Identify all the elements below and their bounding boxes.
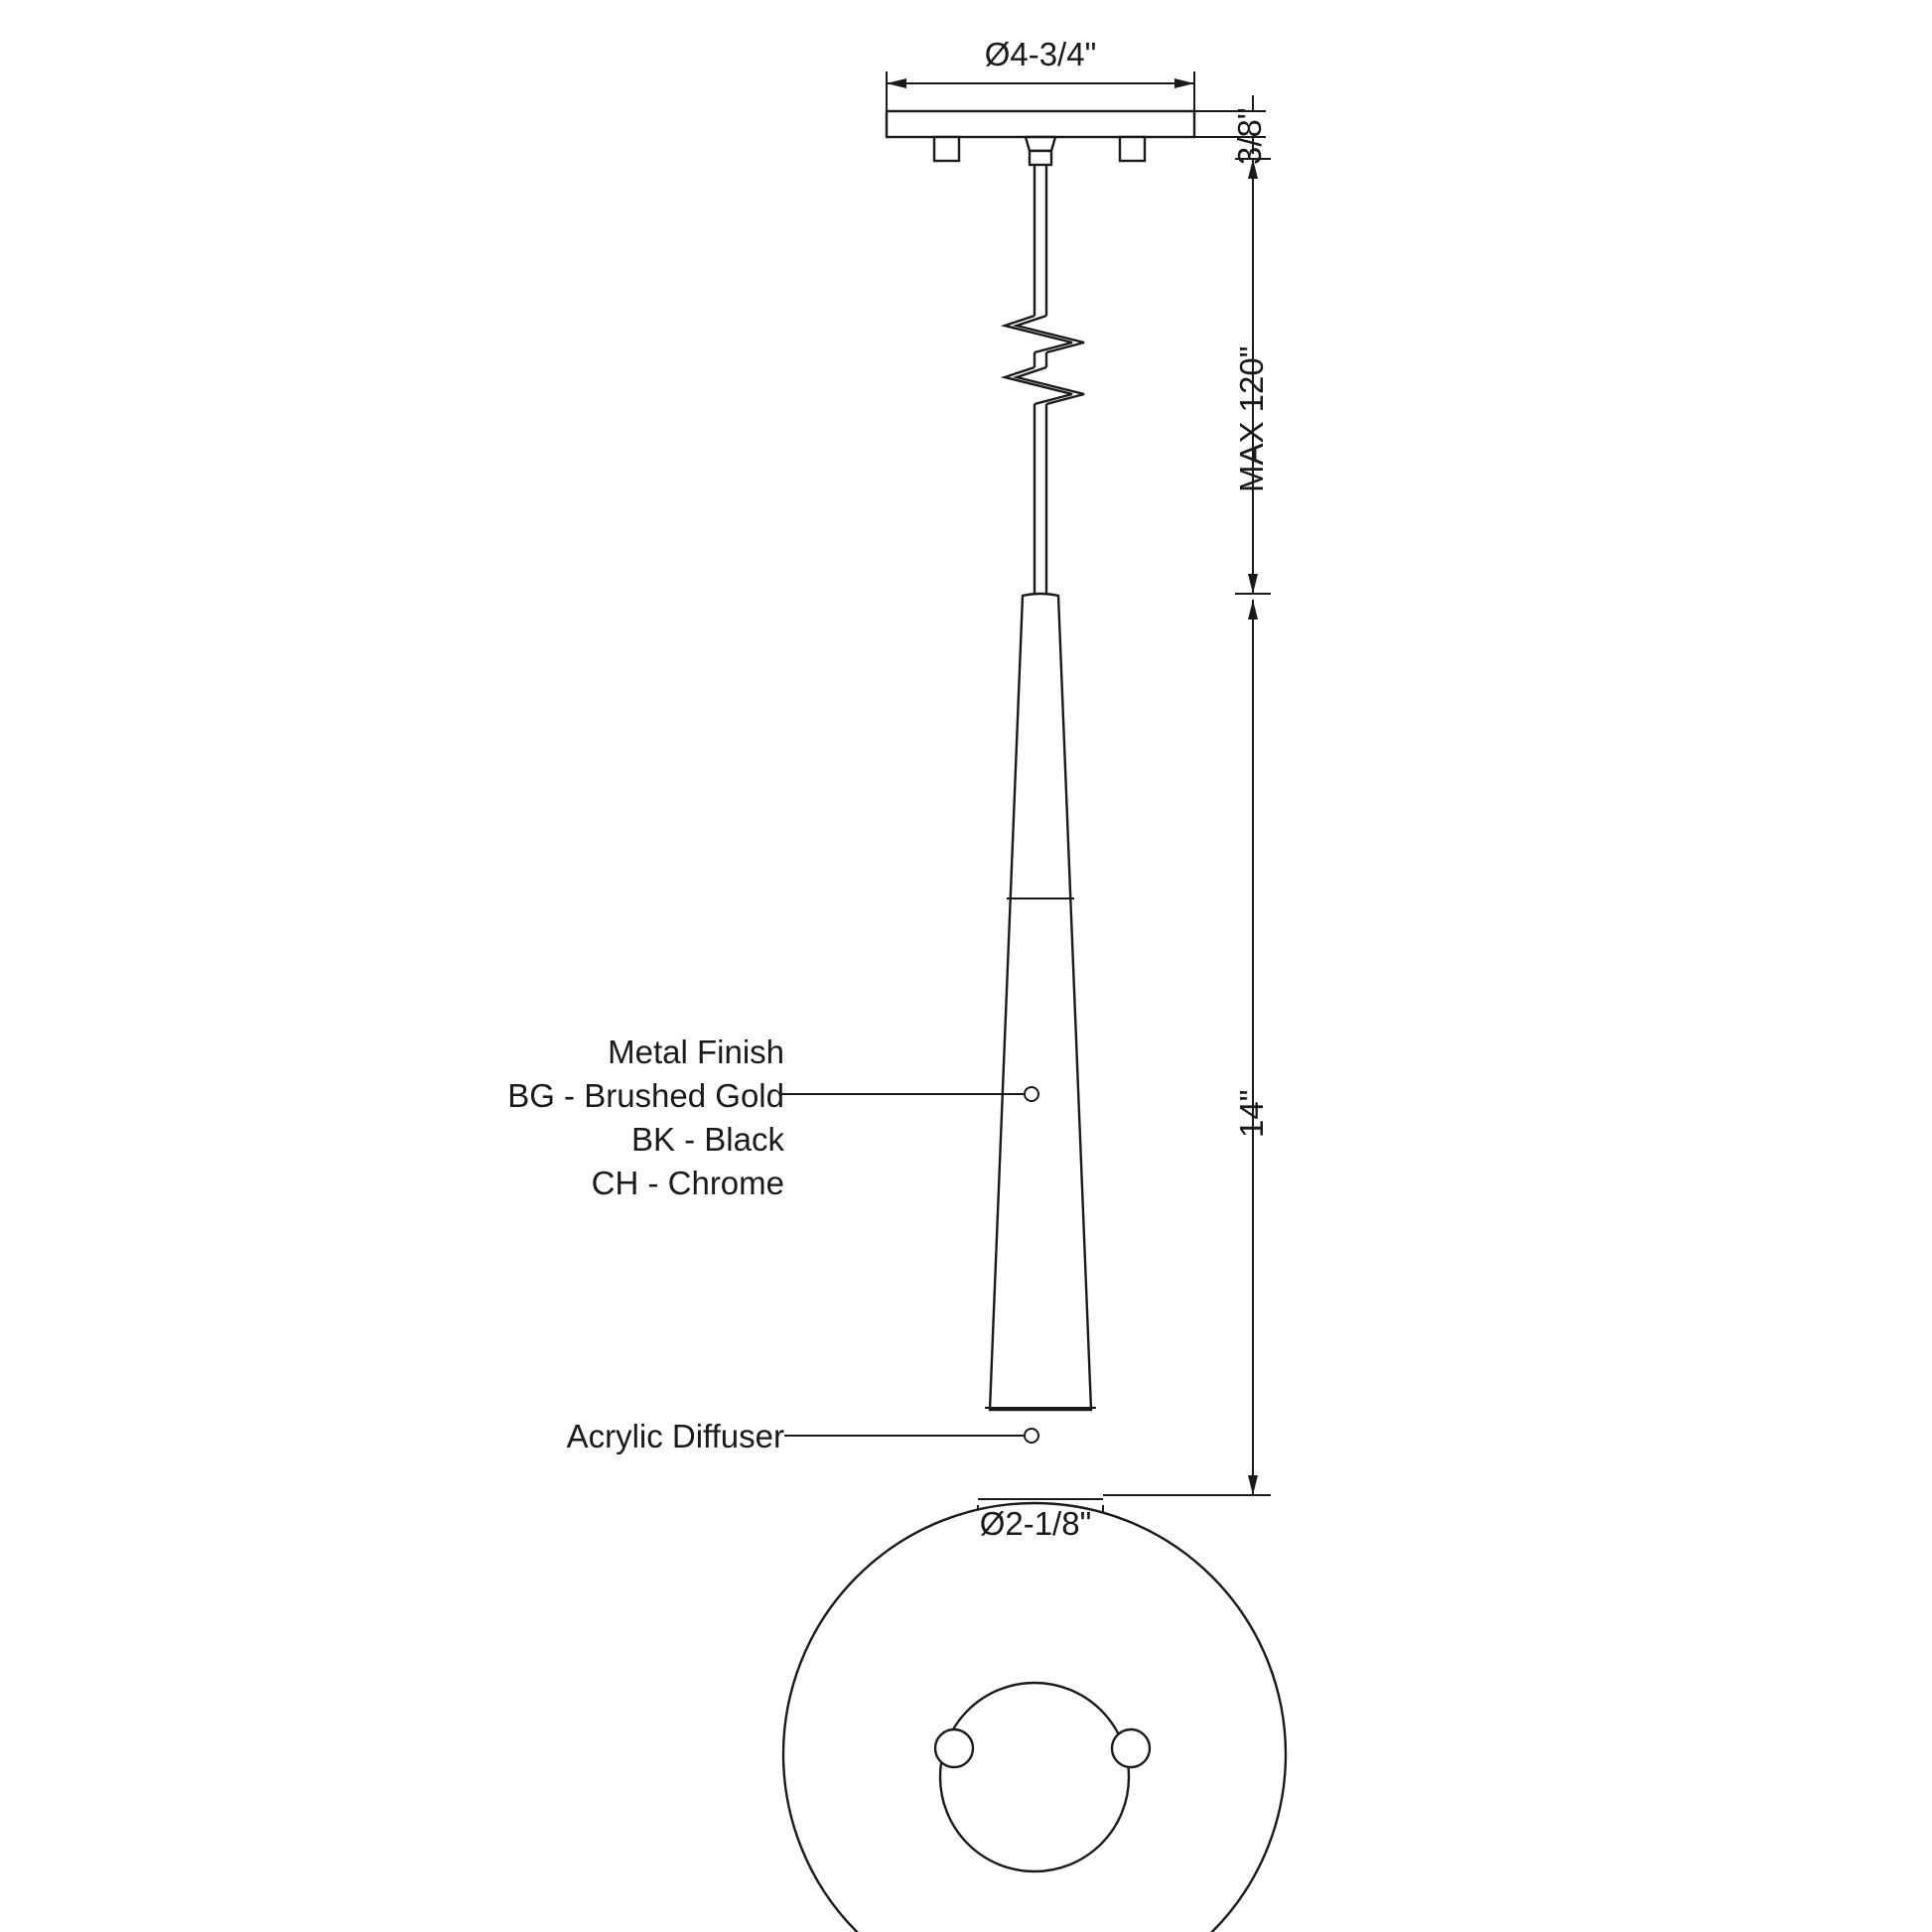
canopy-diameter-label: Ø4-3/4": [984, 36, 1097, 72]
acrylic-diffuser-band: [978, 1408, 1103, 1499]
max-drop-label-wrap: [1181, 298, 1301, 496]
metal-finish-heading: Metal Finish: [608, 1034, 784, 1070]
canopy-thickness-label: 3/8": [1231, 107, 1268, 165]
diffuser-leader: [784, 1429, 1038, 1443]
acrylic-diffuser-callout: Acrylic Diffuser: [566, 1418, 784, 1454]
metal-finish-callout: [377, 1031, 784, 1205]
shade-diameter-label: Ø2-1/8": [979, 1505, 1092, 1542]
fixture-height-dimension: [1103, 600, 1271, 1495]
metal-finish-option-ch: CH - Chrome: [591, 1164, 784, 1201]
fixture-height-label: 14": [1233, 1089, 1270, 1138]
canopy-plan-view: [783, 1503, 1286, 1932]
metal-finish-option-bk: BK - Black: [630, 1120, 784, 1158]
max-drop-label: MAX 120": [1233, 345, 1270, 492]
metal-finish-option-bg: BG - Brushed Gold: [507, 1076, 784, 1114]
canopy-elevation: [887, 111, 1194, 165]
suspension-cord: [1005, 165, 1084, 596]
fixture-height-label-wrap: [1181, 1052, 1301, 1191]
metal-finish-leader: [781, 1087, 1038, 1101]
canopy-thickness-label-wrap: [1189, 87, 1318, 167]
cone-shade-body: [990, 594, 1091, 1410]
